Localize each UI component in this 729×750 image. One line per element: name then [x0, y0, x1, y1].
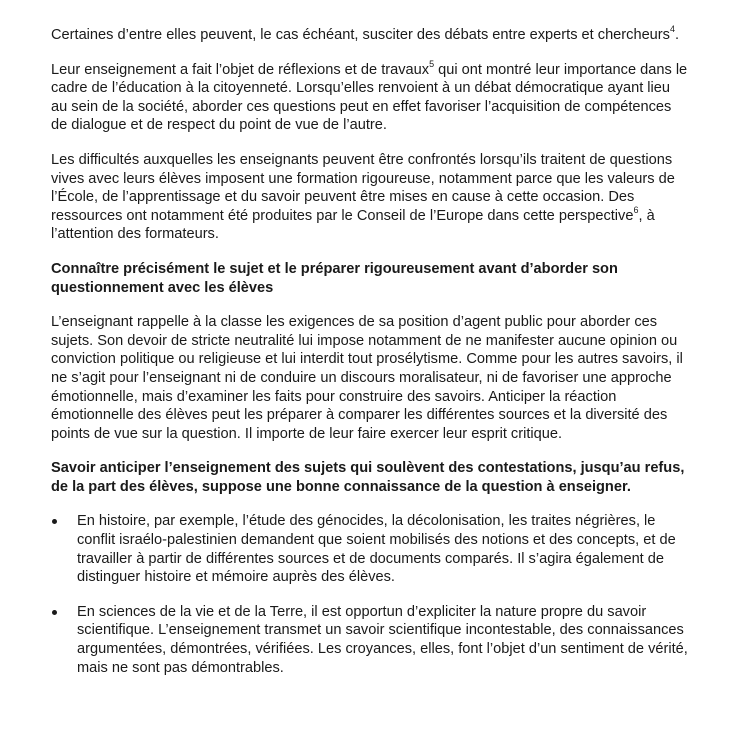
bullet-list: [51, 512, 689, 677]
bullet-icon: [52, 519, 57, 524]
footnote-ref-6[interactable]: 6: [633, 204, 639, 215]
paragraph-difficulties: Les difficultés auxquelles les enseignants peuvent être confrontés lorsqu’ils traitent de questions vives avec leurs élèves imposent une formation rigoureuse, notamment parce que les valeurs de l’École, de l’apprentissage et du savoir peuvent être mises en cause à cette occasion. Des ressources ont notamment été produites par le Conseil de l’Europe dans cette perspective$^6$, à l’attention des formateurs.: [51, 151, 675, 243]
section-heading-anticipate: Savoir anticiper l’enseignement des sujets qui soulèvent des contestations, jusqu’au refus, de la part des élèves, suppose une bonne connaissance de la question à enseigner.: [51, 460, 685, 495]
paragraph-debates: Certaines d’entre elles peuvent, le cas échéant, susciter des débats entre experts et chercheurs$^4$.: [51, 24, 680, 43]
list-item-science: En sciences de la vie et de la Terre, il est opportun d’expliciter la nature propre du savoir scientifique. L’enseignement transmet un savoir scientifique incontestable, des connaissances argumentées, démontrées, vérifiées. Les croyances, elles, font l’objet d’un sentiment de vérité, mais ne sont pas démontrables.: [51, 603, 689, 677]
footnote-ref-5[interactable]: 5: [429, 58, 435, 69]
paragraph-neutrality: L’enseignant rappelle à la classe les exigences de sa position d’agent public pour aborder ces sujets. Son devoir de stricte neutralité lui impose notamment de ne manifester aucune opinion ou conviction politique ou religieuse et lui interdit tout prosélytisme. Comme pour les autres savoirs, il ne s’agit pour l’enseignant ni de conduire un discours moralisateur, ni de favoriser une approche émotionnelle, mais d’examiner les faits pour construire des savoirs. Anticiper la réaction émotionnelle des élèves peut les préparer à comparer les différentes sources et la diversité des points de vue sur la question. Il importe de leur faire exercer leur esprit critique.: [51, 314, 683, 442]
section-heading-prepare: Connaître précisément le sujet et le préparer rigoureusement avant d’aborder son questionnement avec les élèves: [51, 260, 618, 296]
list-item-history: En histoire, par exemple, l’étude des génocides, la décolonisation, les traites négrières, le conflit israélo-palestinien demandent que soient mobilisés des notions et des concepts, et de travailler à partir de différentes sources et de documents comparés. Il s’agira également de distinguer histoire et mémoire auprès des élèves.: [51, 512, 689, 586]
footnote-ref-4[interactable]: 4: [669, 24, 675, 35]
bullet-icon: [52, 610, 57, 615]
paragraph-citizenship: Leur enseignement a fait l’objet de réflexions et de travaux$^5$ qui ont montré leur importance dans le cadre de l’éducation à la citoyenneté. Lorsqu’elles renvoient à un débat démocratique ayant lieu au sein de la société, aborder ces questions peut en effet favoriser l’acquisition de compétences de dialogue et de respect du point de vue de l’autre.: [51, 58, 688, 134]
